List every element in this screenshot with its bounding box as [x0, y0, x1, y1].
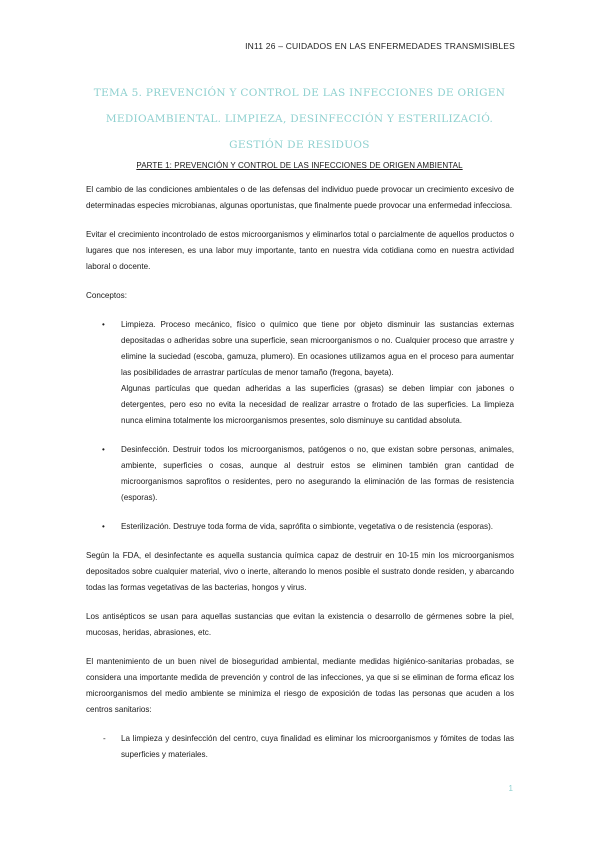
list-item-text: Limpieza. Proceso mecánico, físico o químico que tiene por objeto disminuir las sustancias externas depositadas o adheridas sobre una superficie, sean microorganismos o no. Cualquier proceso que arrastre y elimine la suciedad (escoba, gamuza, plumero). En ocasiones utilizamos agua en el proceso para aumentar las posibilidades de arrastrar partículas de menor tamaño (fregona, bayeta). — [121, 320, 514, 377]
title-line-2: MEDIOAMBIENTAL. LIMPIEZA, DESINFECCIÓN Y ESTERILIZACIÓ. — [105, 113, 494, 125]
paragraph: El cambio de las condiciones ambientales o de las defensas del individuo puede provocar un crecimiento excesivo de determinadas especies microbianas, algunas oportunistas, que finalmente puede provocar una enfermedad infecciosa. — [86, 185, 514, 210]
section-subtitle: PARTE 1: PREVENCIÓN Y CONTROL DE LAS INFECCIONES DE ORIGEN AMBIENTAL — [136, 161, 463, 170]
list-item — [86, 731, 514, 763]
concepts-list — [86, 317, 514, 535]
list-item-text: Esterilización. Destruye toda forma de vida, saprófita o simbionte, vegetativa o de resistencia (esporas). — [121, 522, 494, 531]
list-item-text: Algunas partículas que quedan adheridas a las superficies (grasas) se deben limpiar con jabones o detergentes, pero eso no evita la necesidad de realizar arrastre o frotado de las superficies. La limpieza nunca elimina totalmente los microorganismos presentes, solo disminuye su cantidad absoluta. — [121, 384, 514, 425]
paragraph: El mantenimiento de un buen nivel de bioseguridad ambiental, mediante medidas higiénico-sanitarias probadas, se considera una importante medida de prevención y control de las infecciones, ya que si se eliminan de forma eficaz los microorganismos del medio ambiente se minimiza el riesgo de exposición de todas las personas que acuden a los centros sanitarios: — [86, 657, 514, 714]
dash-icon: - — [103, 734, 106, 743]
page-header: IN11 26 – CUIDADOS EN LAS ENFERMEDADES TRANSMISIBLES — [245, 41, 515, 51]
bullet-icon: • — [102, 445, 105, 454]
title-line-1: TEMA 5. PREVENCIÓN Y CONTROL DE LAS INFECCIONES DE ORIGEN — [93, 87, 506, 99]
paragraph: Conceptos: — [86, 291, 127, 300]
paragraph: Evitar el crecimiento incontrolado de estos microorganismos y eliminarlos total o parcialmente de aquellos productos o lugares que nos interesen, es una labor muy importante, tanto en nuestra vida cotidiana como en nuestra actividad laboral o docente. — [86, 230, 514, 271]
paragraph: Según la FDA, el desinfectante es aquella sustancia química capaz de destruir en 10-15 min los microorganismos depositados sobre cualquier material, vivo o inerte, alterando lo menos posible el sustrato donde residen, y abarcando todas las formas vegetativas de las bacterias, hongos y virus. — [86, 551, 514, 592]
list-item — [86, 317, 514, 429]
page-number: 1 — [508, 784, 513, 793]
document-body — [86, 182, 514, 763]
list-item — [86, 519, 514, 535]
list-item-text: La limpieza y desinfección del centro, cuya finalidad es eliminar los microorganismos y fómites de todas las superficies y materiales. — [121, 734, 514, 759]
bullet-icon: • — [102, 320, 105, 329]
list-item — [86, 442, 514, 506]
bullet-icon: • — [102, 522, 105, 531]
title-line-3: GESTIÓN DE RESIDUOS — [229, 139, 370, 151]
measures-list — [86, 731, 514, 763]
paragraph: Los antisépticos se usan para aquellas sustancias que evitan la existencia o desarrollo de gérmenes sobre la piel, mucosas, heridas, abrasiones, etc. — [86, 612, 514, 637]
list-item-text: Desinfección. Destruir todos los microorganismos, patógenos o no, que existan sobre personas, animales, ambiente, superficies o cosas, aunque al destruir estos se eliminen también gran cantidad de microorganismos saprofitos o residentes, pero no asegurando la eliminación de las formas de resistencia (esporas). — [121, 445, 514, 502]
document-title — [60, 80, 539, 158]
